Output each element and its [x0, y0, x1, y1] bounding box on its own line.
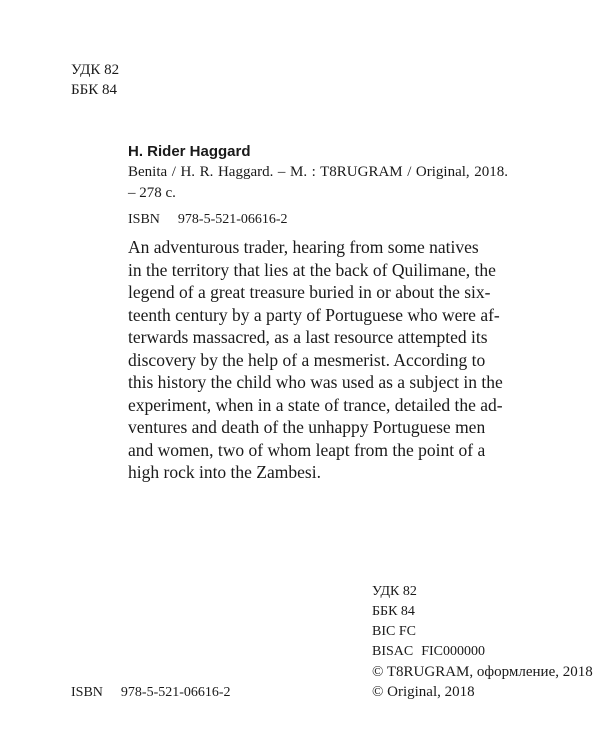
- abstract-line: this history the child who was used as a subject in the: [128, 372, 503, 392]
- bibliographic-record: Benita / H. R. Haggard. – M. : T8RUGRAM / Original, 2018. – 278 c.: [128, 164, 508, 201]
- abstract-line: in the territory that lies at the back of Quilimane, the: [128, 259, 496, 280]
- bic-code: BIC FC: [372, 624, 416, 639]
- bbk-code-bottom: ББК 84: [372, 604, 415, 619]
- udk-code-bottom: УДК 82: [372, 584, 417, 599]
- classification-codes: [372, 582, 485, 662]
- abstract: [128, 236, 508, 484]
- bisac-label: BISAC: [372, 644, 414, 659]
- isbn-label: ISBN: [128, 212, 160, 227]
- isbn-top: [128, 210, 288, 230]
- isbn-label: ISBN: [71, 685, 103, 700]
- abstract-line: teenth century by a party of Portuguese who were af-: [128, 304, 500, 325]
- copyright-notice: [372, 662, 593, 702]
- udk-code: УДК 82: [71, 62, 120, 78]
- isbn-number: 978-5-521-06616-2: [177, 212, 288, 227]
- isbn-number: 978-5-521-06616-2: [120, 685, 231, 700]
- abstract-line: and women, two of whom leapt from the point of a: [128, 439, 486, 460]
- abstract-line: discovery by the help of a mesmerist. According to: [128, 349, 486, 370]
- bisac-value: FIC000000: [421, 644, 486, 659]
- abstract-line: high rock into the Zambesi.: [128, 462, 321, 482]
- top-classification-codes: [71, 60, 119, 100]
- copyright-original: © Original, 2018: [372, 684, 475, 700]
- author-name: H. Rider Haggard: [128, 143, 251, 160]
- bbk-code: ББК 84: [71, 82, 117, 98]
- abstract-line: experiment, when in a state of trance, detailed the ad-: [128, 394, 503, 415]
- abstract-line: An adventurous trader, hearing from some natives: [128, 237, 479, 257]
- abstract-line: ventures and death of the unhappy Portuguese men: [128, 417, 486, 437]
- abstract-line: legend of a great treasure buried in or about the six-: [128, 282, 491, 302]
- bisac-code: [372, 642, 485, 662]
- copyright-design: © T8RUGRAM, оформление, 2018: [372, 664, 593, 680]
- abstract-line: terwards massacred, as a last resource attempted its: [128, 327, 488, 347]
- isbn-bottom: [71, 683, 231, 703]
